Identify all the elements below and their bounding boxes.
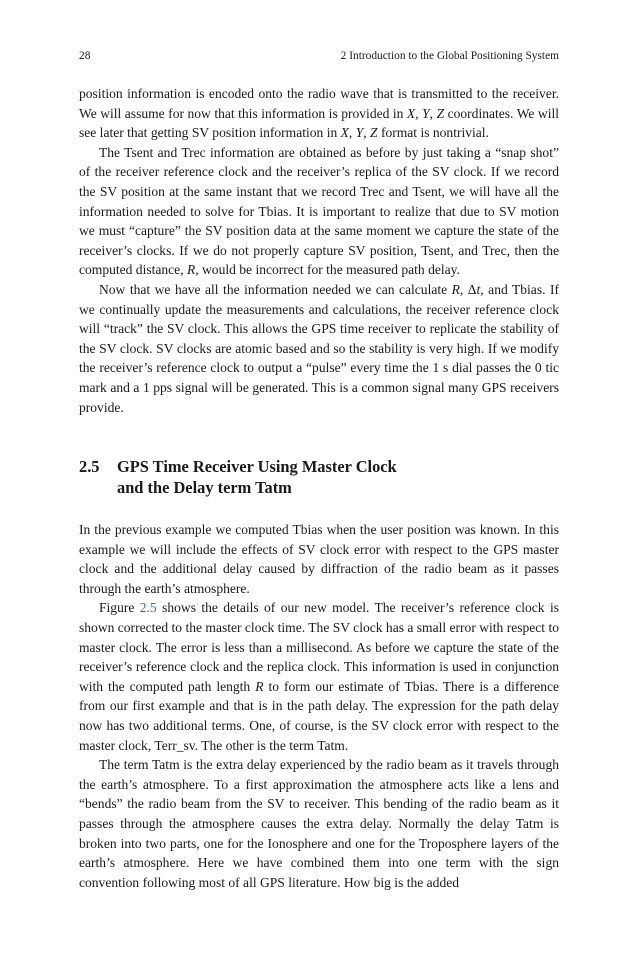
section-title-line-2: and the Delay term Tatm bbox=[117, 478, 292, 497]
chapter-title: 2 Introduction to the Global Positioning System bbox=[340, 50, 559, 62]
paragraph-1: position information is encoded onto the radio wave that is transmitted to the receiver. We will assume for now that this information is provided in X, Y, Z coordinates. We will see later that getting SV position information in X, Y, Z format is nontrivial. bbox=[79, 86, 559, 141]
section-heading bbox=[79, 456, 397, 498]
paragraph-block-bottom bbox=[79, 520, 559, 892]
page-number: 28 bbox=[79, 50, 91, 62]
paragraph-4: In the previous example we computed Tbias when the user position was known. In this example we will include the effects of SV clock error with respect to the GPS master clock and the additional delay caused by diffraction of the radio beam as it passes through the earth’s atmosphere. bbox=[79, 522, 559, 596]
paragraph-block-top bbox=[79, 84, 559, 417]
paragraph-6: The term Tatm is the extra delay experienced by the radio beam as it travels through the earth’s atmosphere. To a first approximation the atmosphere acts like a lens and “bends” the radio beam from the SV to receiver. This bending of the radio beam as it passes through the atmosphere causes the extra delay. Normally the delay Tatm is broken into two parts, one for the Ionosphere and one for the Troposphere layers of the earth’s atmosphere. Here we have combined them into one term with the sign convention following most of all GPS literature. How big is the added bbox=[79, 757, 559, 890]
figure-link[interactable]: 2.5 bbox=[139, 600, 157, 616]
section-number: 2.5 bbox=[79, 457, 100, 476]
section-title-line-1: GPS Time Receiver Using Master Clock bbox=[117, 457, 397, 476]
running-header bbox=[79, 50, 559, 62]
paragraph-5: Figure 2.5 shows the details of our new model. The receiver’s reference clock is shown corrected to the master clock time. The SV clock has a small error with respect to master clock. The error is less than a millisecond. As before we capture the state of the receiver’s reference clock and the replica clock. This information is used in conjunction with the computed path length R to form our estimate of Tbias. There is a difference from our first example and that is in the path delay. The expression for the path delay now has two additional terms. One, of course, is the SV clock error with respect to the master clock, Terr_sv. The other is the term Tatm. bbox=[79, 600, 559, 753]
paragraph-2: The Tsent and Trec information are obtained as before by just taking a “snap shot” of the receiver reference clock and the receiver’s replica of the SV clock. If we record the SV position at the same instant that we record Trec and Tsent, we will have all the information needed to solve for Tbias. It is important to realize that due to SV motion we must “capture” the SV position data at the same moment we capture the state of the receiver’s clocks. If we do not properly capture SV position, Tsent, and Trec, then the computed distance, R, would be incorrect for the measured path delay. bbox=[79, 144, 559, 278]
paragraph-3: Now that we have all the information needed we can calculate R, Δt, and Tbias. If we continually update the measurements and calculations, the receiver reference clock will “track” the SV clock. This allows the GPS time receiver to replicate the stability of the SV clock. SV clocks are atomic based and so the stability is very high. If we modify the receiver’s reference clock to output a “pulse” every time the 1 s dial passes the 0 tic mark and a 1 pps signal will be generated. This is a common signal many GPS receivers provide. bbox=[79, 281, 559, 415]
